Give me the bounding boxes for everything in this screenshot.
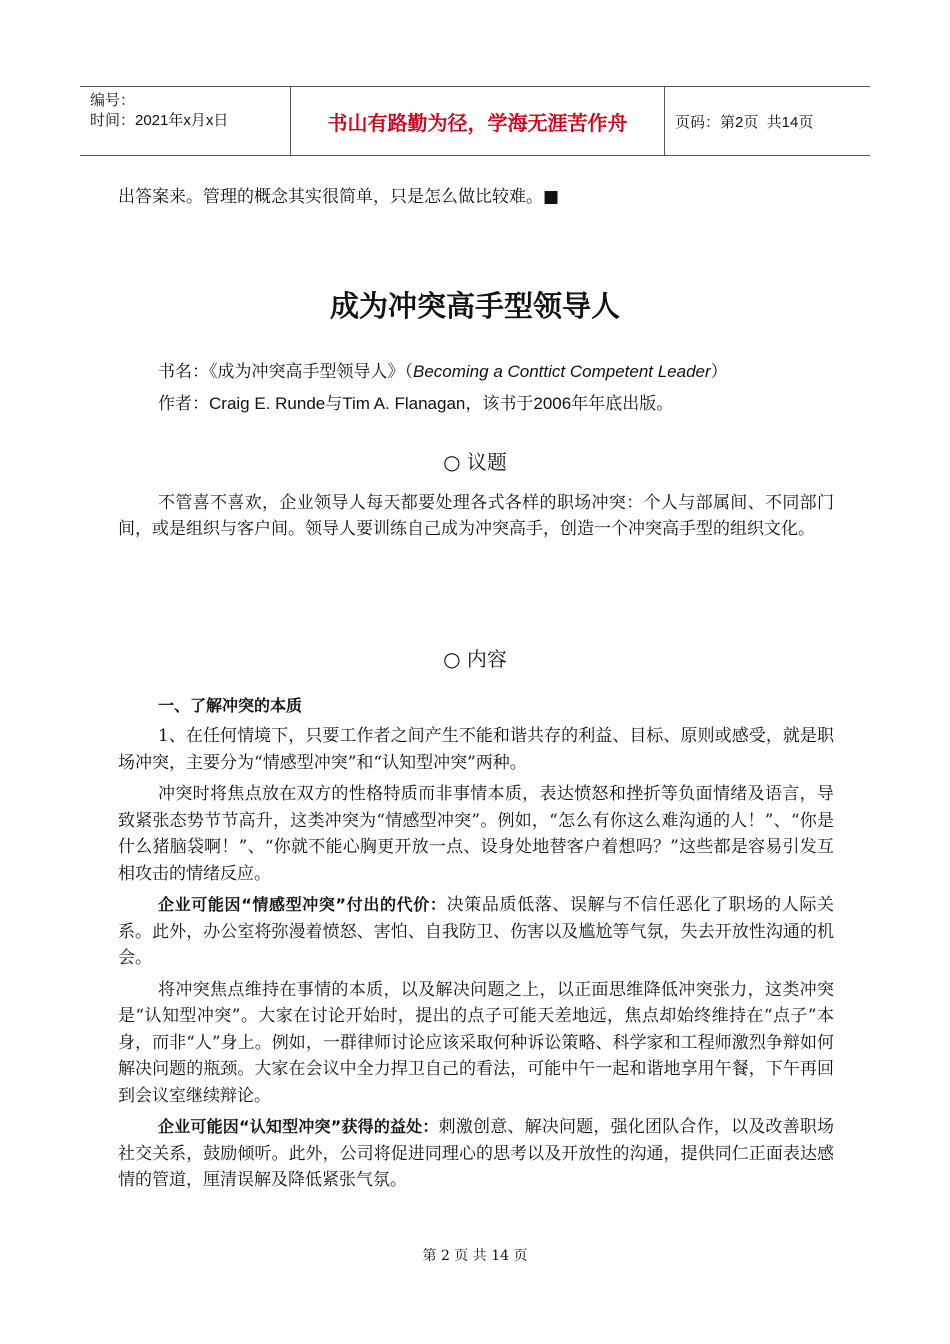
paragraph-2: 冲突时将焦点放在双方的性格特质而非事情本质，表达愤怒和挫折等负面情绪及语言，导致紧张态势节节高升，这类冲突为“情感型冲突”。例如，“怎么有你这么难沟通的人！”、“你是什么猪脑袋啊！”、“你就不能心胸更开放一点、设身处地替客户着想吗？”这些都是容易引发互相攻击的情绪反应。: [118, 784, 834, 884]
page-header: [80, 86, 870, 156]
header-motto: 书山有路勤为径，学海无涯苦作舟: [291, 87, 665, 155]
author-line: 作者：Craig E. Runde与Tim A. Flanagan，该书于2006年年底出版。: [158, 394, 674, 413]
lead-text: 出答案来。管理的概念其实很简单，只是怎么做比较难。■: [118, 187, 560, 207]
content-body: [118, 723, 834, 1199]
section-topic-heading: ○ 议题: [443, 450, 507, 474]
paragraph-3-lead: 企业可能因“情感型冲突”付出的代价：: [158, 895, 447, 914]
book-english-title: Becoming a Conttict Competent Leader: [413, 362, 711, 381]
book-title-line: [158, 356, 874, 388]
book-line-prefix: 书名：《成为冲突高手型领导人》（: [158, 362, 413, 382]
book-line-suffix: ）: [710, 362, 728, 382]
document-number: 编号：: [90, 92, 136, 109]
paragraph-4: 将冲突焦点维持在事情的本质，以及解决问题之上，以正面思维降低冲突张力，这类冲突是“认知型冲突”。大家在讨论开始时，提出的点子可能天差地远，焦点却始终维持在“点子”本身，而非“人”身上。例如，一群律师讨论应该采取何种诉讼策略、科学家和工程师激烈争辩如何解决问题的瓶颈。大家在会议中全力捍卫自己的看法，可能中午一起和谐地享用午餐，下午再回到会议室继续辩论。: [118, 979, 834, 1106]
section-content-heading: ○ 内容: [443, 647, 507, 671]
page-footer: 第 2 页 共 14 页: [422, 1248, 528, 1264]
document-date: 时间：2021年x月x日: [90, 112, 229, 129]
paragraph-5: [118, 1114, 834, 1194]
subheading-1: 一、了解冲突的本质: [158, 696, 303, 715]
header-page-number: 页码：第2页 共14页: [675, 113, 814, 131]
book-info: [158, 356, 874, 419]
paragraph-3-text: 决策品质低落、误解与不信任恶化了职场的人际关系。此外，办公室将弥漫着愤怒、害怕、自我防卫、伤害以及尴尬等气氛，失去开放性沟通的机会。: [118, 895, 834, 968]
paragraph-5-lead: 企业可能因“认知型冲突”获得的益处：: [158, 1117, 439, 1136]
article-title: 成为冲突高手型领导人: [329, 289, 620, 323]
paragraph-3: [118, 892, 834, 972]
topic-paragraph-wrap: [118, 490, 834, 542]
paragraph-1: 1、在任何情境下，只要工作者之间产生不能和谐共存的利益、目标、原则或感受，就是职场冲突，主要分为“情感型冲突”和“认知型冲突”两种。: [118, 726, 834, 773]
topic-paragraph: 不管喜不喜欢，企业领导人每天都要处理各式各样的职场冲突：个人与部属间、不同部门间，或是组织与客户间。领导人要训练自己成为冲突高手，创造一个冲突高手型的组织文化。: [118, 493, 834, 539]
header-meta: [80, 87, 291, 155]
paragraph-5-text: 刺激创意、解决问题，强化团队合作，以及改善职场社交关系，鼓励倾听。此外，公司将促进同理心的思考以及开放性的沟通，提供同仁正面表达感情的管道，厘清误解及降低紧张气氛。: [118, 1117, 834, 1190]
